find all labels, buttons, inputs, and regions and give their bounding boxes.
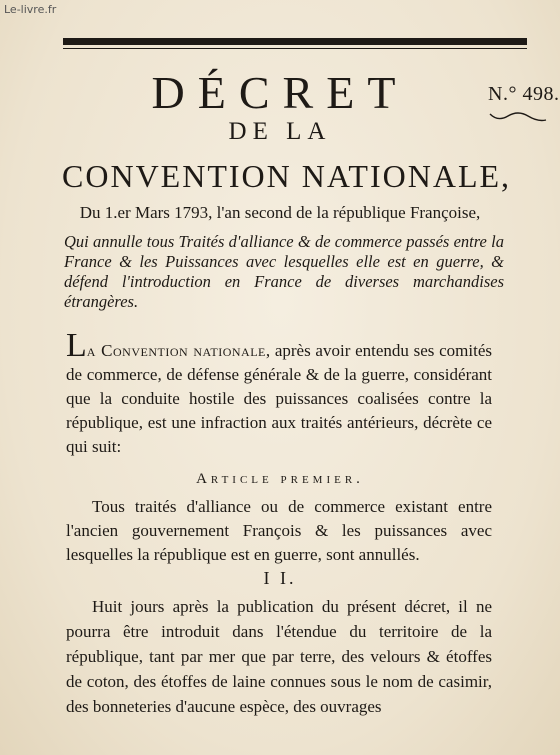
intro-text: , après avoir entendu ses comités de commerce, de défense générale & de la guerre, considérant que la conduite hostile des puissances coalisées contre la république, est une infraction aux traités antérieurs, décrète ce qui suit: xyxy=(66,341,492,456)
article-title: Article premier. xyxy=(196,471,364,487)
article-body: Tous traités d'alliance ou de commerce existant entre l'ancien gouvernement François & les puissances avec lesquelles la république est en guerre, sont annullés. xyxy=(66,497,492,564)
top-rule-thin xyxy=(63,48,527,49)
section-body: Huit jours après la publication du présent décret, il ne pourra être introduit dans l'étendue du territoire de la république, tant par mer que par terre, des velours & étoffes de coton, des étoffes de laine connues sous le nom de casimir, des bonneteries d'aucune espèce, des ouvrages xyxy=(66,597,492,716)
date-line: Du 1.er Mars 1793, l'an second de la république Françoise, xyxy=(79,203,481,222)
drop-cap: L xyxy=(66,327,87,364)
decree-subtitle: DE LA xyxy=(228,118,332,145)
document-number: N.° 498. xyxy=(488,83,560,105)
section-number: I I. xyxy=(263,568,297,588)
decree-summary: Qui annulle tous Traités d'alliance & de commerce passés entre la France & les Puissances avec lesquelles elle est en guerre, & défend l'introduction en France de diverses marchandises étrangères. xyxy=(64,232,504,311)
watermark: Le-livre.fr xyxy=(4,3,57,16)
convention-heading: CONVENTION NATIONALE, xyxy=(62,158,512,194)
intro-lead: a Convention nationale xyxy=(86,341,266,360)
intro-paragraph xyxy=(66,327,492,459)
top-rule xyxy=(63,38,527,45)
decree-title: DÉCRET xyxy=(151,67,409,118)
